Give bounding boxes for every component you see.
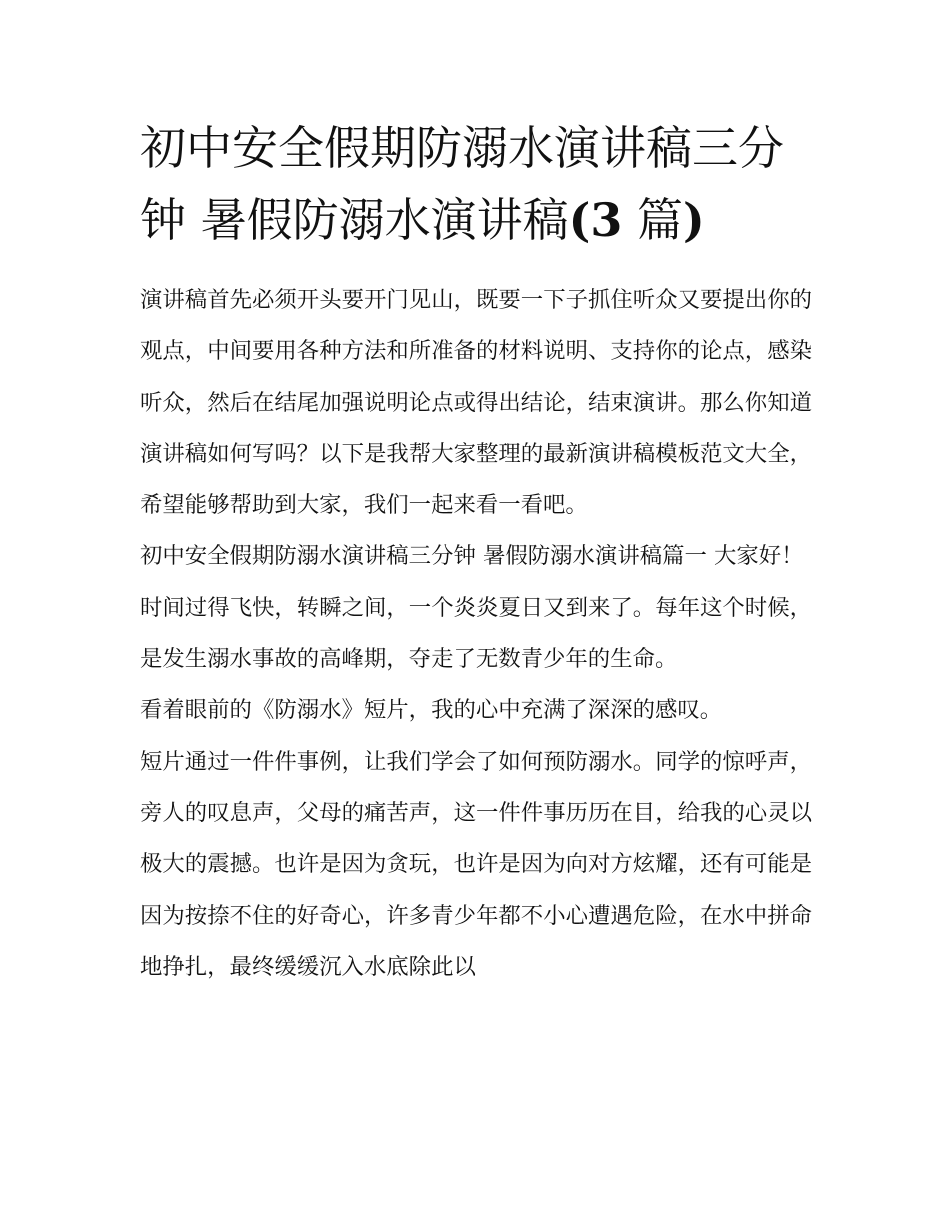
document-title — [140, 112, 812, 256]
paragraph-intro: 演讲稿首先必须开头要开门见山，既要一下子抓住听众又要提出你的观点，中间要用各种方法和所准备的材料说明、支持你的论点，感染听众，然后在结尾加强说明论点或得出结论，结束演讲。那么你知道演讲稿如何写吗？以下是我帮大家整理的最新演讲稿模板范文大全，希望能够帮助到大家，我们一起来看一看吧。 — [140, 287, 812, 519]
paragraph-lessons: 短片通过一件件事例，让我们学会了如何预防溺水。同学的惊呼声，旁人的叹息声，父母的痛苦声，这一件件事历历在目，给我的心灵以极大的震撼。也许是因为贪玩，也许是因为向对方炫耀，还有可能是因为按捺不住的好奇心，许多青少年都不小心遭遇危险，在水中拼命地挣扎，最终缓缓沉入水底除此以 — [140, 748, 812, 980]
title-count-unit: 篇 — [622, 193, 684, 247]
title-count-paren: (3 — [568, 193, 623, 247]
paragraph-summer: 时间过得飞快，转瞬之间，一个炎炎夏日又到来了。每年这个时候，是发生溺水事故的高峰期，夺走了无数青少年的生命。 — [140, 594, 812, 673]
paragraph-section-heading: 初中安全假期防溺水演讲稿三分钟 暑假防溺水演讲稿篇一 大家好！ — [140, 543, 804, 570]
document-body — [140, 275, 812, 993]
title-main-text: 初中安全假期防溺水演讲稿三分钟 暑假防溺水演讲稿 — [140, 121, 784, 247]
paragraph-film: 看着眼前的《防溺水》短片，我的心中充满了深深的感叹。 — [140, 697, 723, 724]
title-count-close: ) — [683, 193, 705, 247]
